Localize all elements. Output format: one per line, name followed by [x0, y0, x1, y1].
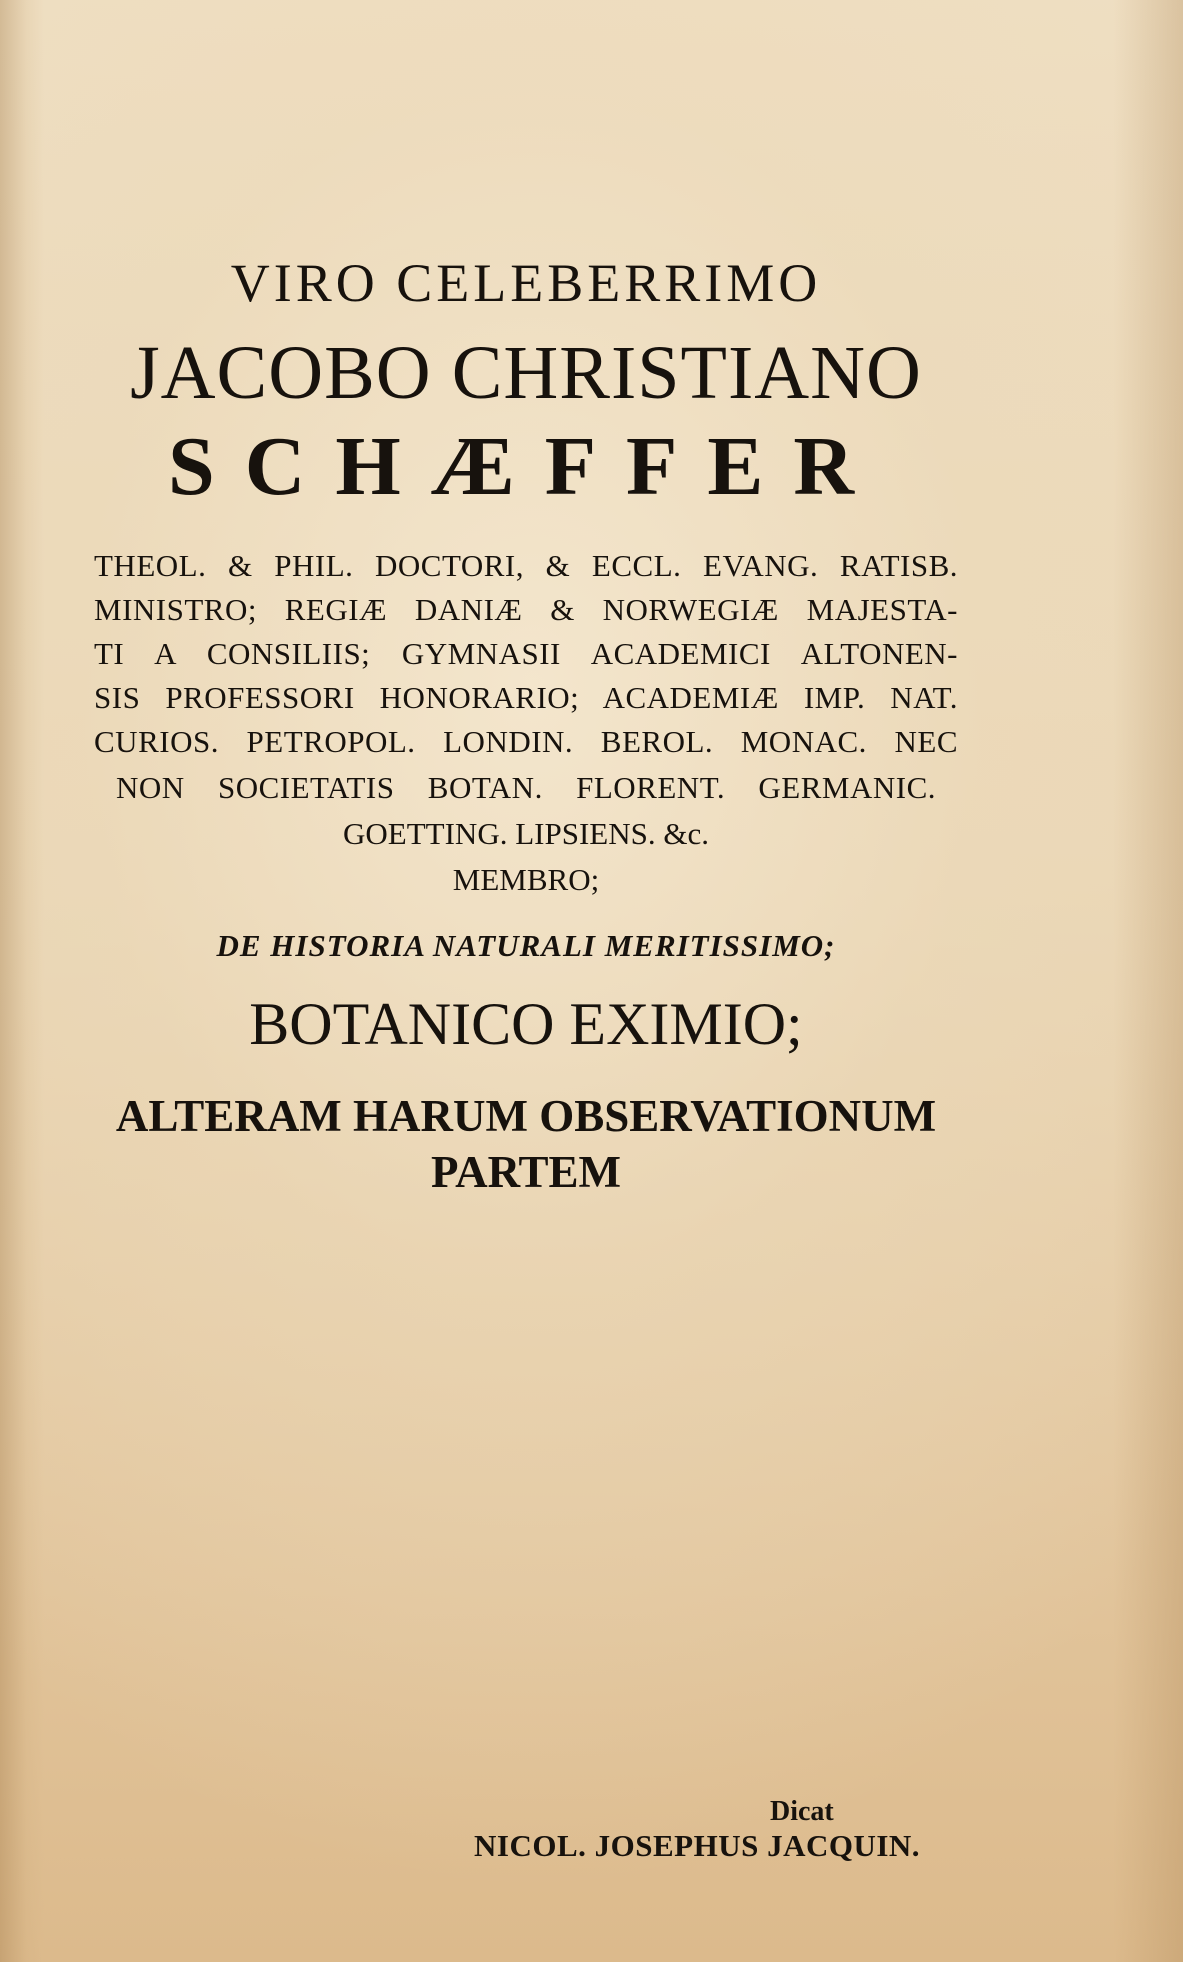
titles-line-5: CURIOS. PETROPOL. LONDIN. BEROL. MONAC. NEC [94, 724, 958, 759]
heading-viro-celeberrimo: VIRO CELEBERRIMO [230, 253, 822, 313]
line-partem: PARTEM [430, 1147, 622, 1197]
titles-line-8: MEMBRO; [452, 862, 600, 897]
titles-line-6: NON SOCIETATIS BOTAN. FLORENT. GERMANIC. [116, 770, 936, 805]
heading-schaeffer: SCHÆFFER [167, 420, 885, 513]
heading-jacobo-christiano: JACOBO CHRISTIANO [130, 331, 922, 415]
line-de-historia: DE HISTORIA NATURALI MERITISSIMO; [216, 928, 836, 963]
titles-line-4: SIS PROFESSORI HONORARIO; ACADEMIÆ IMP. NAT. [94, 680, 958, 715]
line-alteram: ALTERAM HARUM OBSERVATIONUM [115, 1091, 937, 1141]
titles-line-3: TI A CONSILIIS; GYMNASII ACADEMICI ALTONEN- [94, 636, 958, 671]
titles-line-2: MINISTRO; REGIÆ DANIÆ & NORWEGIÆ MAJESTA- [94, 592, 958, 627]
dicat-label: Dicat [770, 1796, 834, 1827]
titles-line-1: THEOL. & PHIL. DOCTORI, & ECCL. EVANG. RATISB. [94, 548, 958, 583]
heading-botanico-eximio: BOTANICO EXIMIO; [249, 991, 803, 1057]
author-signature: NICOL. JOSEPHUS JACQUIN. [474, 1828, 921, 1863]
titles-line-7: GOETTING. LIPSIENS. &c. [343, 816, 709, 851]
